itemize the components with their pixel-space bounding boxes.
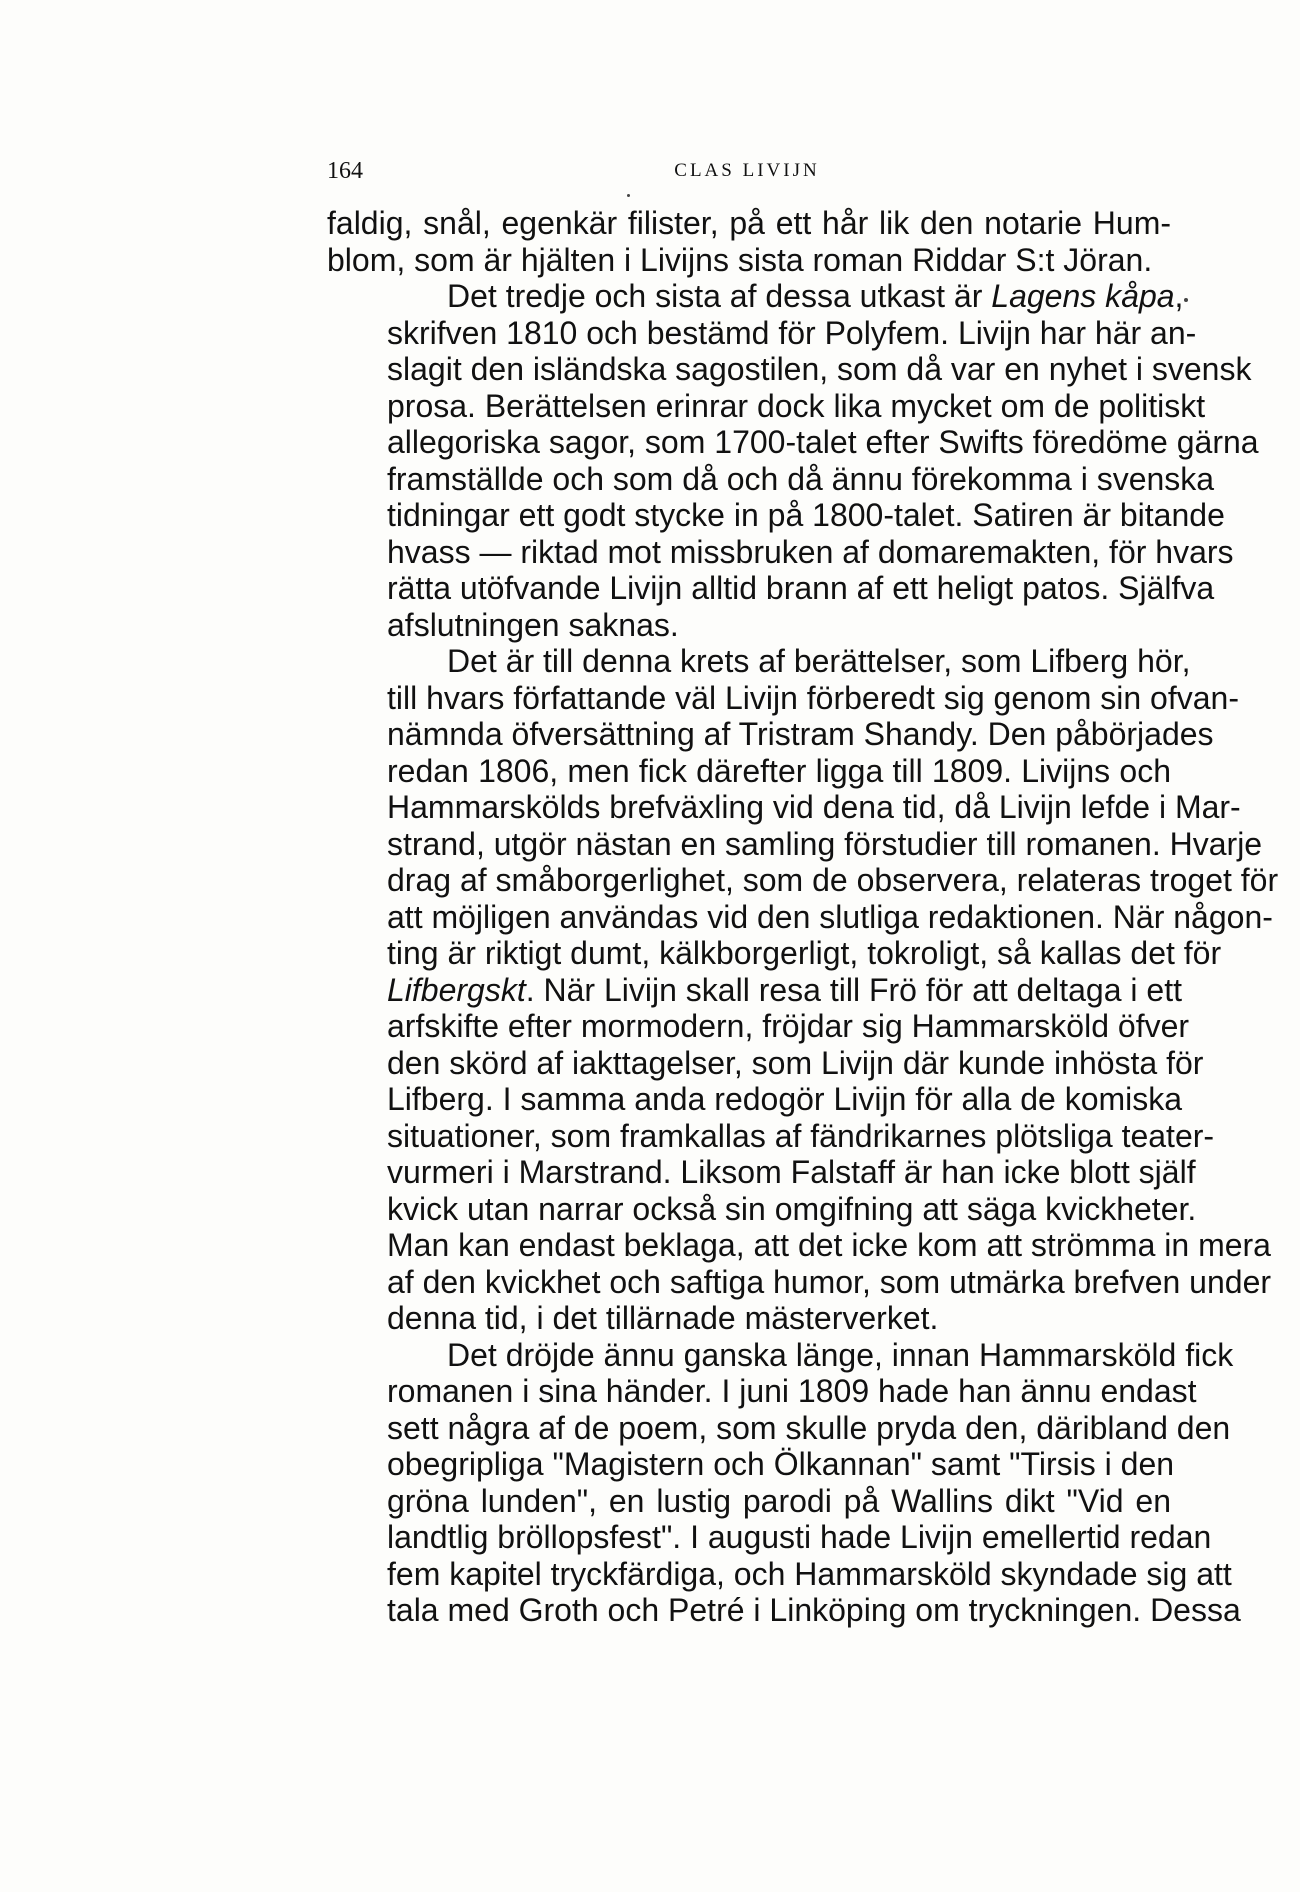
text-line: Lifbergskt. När Livijn skall resa till Frö för att deltaga i ett bbox=[387, 971, 1182, 1008]
paragraph bbox=[327, 278, 1259, 643]
text-line: kvick utan narrar också sin omgifning att säga kvickheter. bbox=[387, 1190, 1197, 1227]
text-line: blom, som är hjälten i Livijns sista roman Riddar S:t Jöran. bbox=[327, 241, 1153, 278]
italic-title: Lifbergskt bbox=[387, 971, 526, 1008]
text-line: faldig, snål, egenkär filister, på ett hår lik den notarie Hum- bbox=[327, 205, 1171, 241]
text-line: tidningar ett godt stycke in på 1800-talet. Satiren är bitande bbox=[387, 497, 1225, 533]
paragraph bbox=[327, 1336, 1241, 1629]
text-line: redan 1806, men fick därefter ligga till 1809. Livijns och bbox=[387, 752, 1171, 789]
running-head bbox=[327, 158, 1167, 188]
text-line: Hammarskölds brefväxling vid dena tid, då Livijn lefde i Mar- bbox=[387, 789, 1241, 825]
text-line: den skörd af iakttagelser, som Livijn där kunde inhösta för bbox=[387, 1044, 1204, 1081]
text-line: till hvars författande väl Livijn förberedt sig genom sin ofvan- bbox=[387, 679, 1239, 716]
text-line: slagit den isländska sagostilen, som då var en nyhet i svensk bbox=[387, 351, 1252, 387]
text-line: hvass — riktad mot missbruken af domaremakten, för hvars bbox=[387, 533, 1234, 570]
text-line: Det är till denna krets af berättelser, som Lifberg hör, bbox=[447, 643, 1191, 679]
text-line: prosa. Berättelsen erinrar dock lika mycket om de politiskt bbox=[387, 387, 1206, 424]
body-text bbox=[327, 205, 1279, 1629]
text-line: framställde och som då och då ännu förekomma i svenska bbox=[387, 460, 1215, 497]
text-line: situationer, som framkallas af fändrikarnes plötsliga teater- bbox=[387, 1117, 1215, 1154]
text-line: strand, utgör nästan en samling förstudier till romanen. Hvarje bbox=[387, 825, 1263, 862]
text-line: drag af småborgerlighet, som de observera, relateras troget för bbox=[387, 862, 1279, 898]
text-line: Lifberg. I samma anda redogör Livijn för alla de komiska bbox=[387, 1081, 1183, 1117]
text-line: vurmeri i Marstrand. Liksom Falstaff är han icke blott själf bbox=[387, 1154, 1196, 1190]
print-speck bbox=[1184, 298, 1188, 302]
text-line: fem kapitel tryckfärdiga, och Hammarsköld skyndade sig att bbox=[387, 1555, 1232, 1592]
paragraph bbox=[327, 643, 1279, 1337]
text-line: af den kvickhet och saftiga humor, som utmärka brefven under bbox=[387, 1263, 1272, 1300]
text-line: tala med Groth och Petré i Linköping om tryckningen. Dessa bbox=[387, 1592, 1241, 1628]
text-line: gröna lunden", en lustig parodi på Wallins dikt "Vid en bbox=[387, 1482, 1171, 1519]
text-line: Det dröjde ännu ganska länge, innan Hammarsköld fick bbox=[447, 1336, 1234, 1373]
text-line: arfskifte efter mormodern, fröjdar sig Hammarsköld öfver bbox=[387, 1008, 1190, 1044]
text-line: afslutningen saknas. bbox=[387, 606, 679, 643]
text-line: landtlig bröllopsfest". I augusti hade Livijn emellertid redan bbox=[387, 1519, 1212, 1555]
text-line: skrifven 1810 och bestämd för Polyfem. Livijn har här an- bbox=[387, 314, 1197, 351]
print-speck bbox=[627, 194, 630, 197]
text-line: allegoriska sagor, som 1700-talet efter Swifts föredöme gärna bbox=[387, 424, 1259, 460]
italic-title: Lagens kåpa bbox=[991, 278, 1175, 314]
page-number: 164 bbox=[327, 158, 363, 184]
running-title: CLAS LIVIJN bbox=[674, 160, 820, 181]
text-line: Det tredje och sista af dessa utkast är Lagens kåpa, bbox=[447, 278, 1184, 314]
text-line: sett några af de poem, som skulle pryda den, däribland den bbox=[387, 1409, 1231, 1446]
text-line: ting är riktigt dumt, kälkborgerligt, tokroligt, så kallas det för bbox=[387, 935, 1222, 971]
text-line: rätta utöfvande Livijn alltid brann af ett heligt patos. Själfva bbox=[387, 570, 1215, 606]
text-line: romanen i sina händer. I juni 1809 hade han ännu endast bbox=[387, 1373, 1197, 1409]
paragraph bbox=[327, 205, 1171, 278]
text-line: nämnda öfversättning af Tristram Shandy. Den påbörjades bbox=[387, 716, 1214, 752]
text-line: obegripliga "Magistern och Ölkannan" samt "Tirsis i den bbox=[387, 1446, 1175, 1482]
text-line: att möjligen användas vid den slutliga redaktionen. När någon- bbox=[387, 898, 1273, 935]
text-line: denna tid, i det tillärnade mästerverket. bbox=[387, 1300, 939, 1336]
text-line: Man kan endast beklaga, att det icke kom att strömma in mera bbox=[387, 1227, 1271, 1263]
